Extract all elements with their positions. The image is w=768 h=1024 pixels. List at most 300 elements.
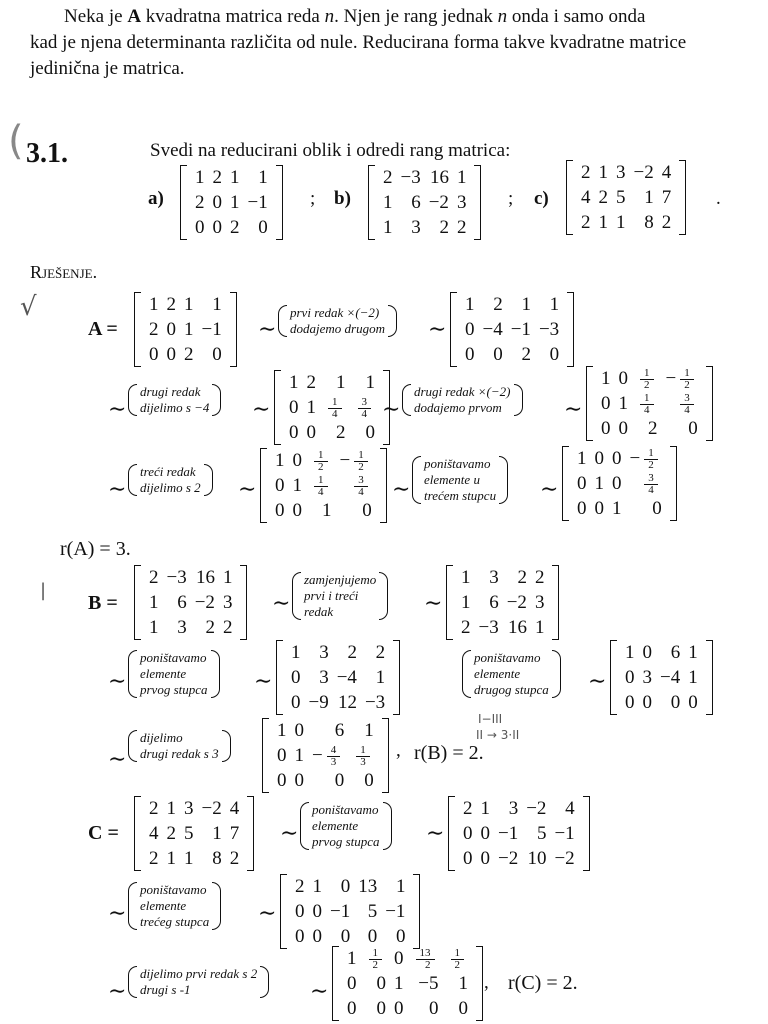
matrix-cell: 0 [277,745,287,766]
right-bracket [679,160,686,235]
op-b4 [128,730,231,762]
right-paren [514,384,523,416]
matrix-cell: 1 [195,167,205,188]
right-bracket [380,448,387,523]
matrix-a [180,165,283,240]
comma: , [396,740,401,761]
matrix-cell: 0 [166,344,176,365]
matrix-cell: 0 [212,344,222,365]
operation-text: drugog stupca [474,682,549,697]
matrix-A [134,292,237,367]
matrix-cell: 3 [642,667,652,688]
matrix-cell: 5 [536,823,547,844]
tilde: ∼ [108,746,127,771]
matrix-cell: 2 [149,798,159,819]
right-bracket [706,640,713,715]
matrix-cell: $\frac{13}{2}$ [408,946,443,971]
check-mark-icon: √ [20,292,37,322]
right-paren [388,305,397,337]
exercise-number: 3.1. [26,138,68,169]
matrix-cell: 6 [489,592,499,613]
matrix-cell: 1 [594,473,604,495]
matrix-cell: 3 [184,798,194,819]
left-bracket [586,366,593,441]
matrix-cell: 0 [149,344,159,365]
matrix-c-s2 [280,874,420,949]
left-paren [292,572,301,620]
matrix-cell: 1 [598,162,608,183]
tilde: ∼ [108,396,127,421]
matrix-cell: −3 [166,567,187,588]
right-paren [212,384,221,416]
matrix-cell: 4 [565,798,575,819]
right-bracket [230,292,237,367]
matrix-cell: 0 [376,998,386,1020]
check-mark-icon: ( [8,118,24,164]
matrix-cell: 0 [195,217,205,238]
operation-text: poništavamo [424,456,491,471]
operation-text: prvi redak ×(−2) [290,305,380,320]
comma: , [484,972,489,993]
matrix-cell: 16 [429,167,449,188]
right-paren [383,802,392,850]
tilde: ∼ [108,900,127,925]
matrix-cell: 2 [149,848,159,869]
sep-2: ; [508,188,514,209]
matrix-cell: 4 [149,823,159,844]
right-bracket [552,565,559,640]
matrix-cell: 0 [625,692,635,713]
matrix-cell: 0 [480,848,490,869]
matrix-cell: 0 [275,475,285,497]
label-b: b) [334,188,351,209]
matrix-cell: 1 [383,217,393,238]
matrix-cell: 1 [222,567,233,588]
left-bracket [450,292,457,367]
operation-text: poništavamo [140,882,207,897]
matrix-cell: 2 [295,876,305,897]
matrix-cell: 16 [195,567,215,588]
left-bracket [562,446,569,521]
matrix-a-s1 [450,292,574,367]
matrix-cell: 1 [375,667,386,688]
matrix-cell: 1 [277,720,287,741]
intro-line-3: jedinična je matrica. [30,58,185,79]
matrix-cell: −1 [247,192,268,213]
matrix-cell: 0 [312,926,322,947]
solution-heading: Rješenje. [30,262,98,282]
matrix-cell: 3 [411,217,421,238]
left-bracket [134,565,141,640]
operation-text: elemente [140,898,187,913]
matrix-cell: 0 [395,926,406,947]
tilde: ∼ [108,978,127,1003]
matrix-cell: 1 [275,450,285,471]
matrix-cell: 0 [295,901,305,922]
matrix-cell: 0 [258,217,268,238]
matrix-cell: 2 [598,187,608,208]
operation-text: trećeg stupca [140,914,210,929]
label-B: B = [88,592,118,614]
operation-text: drugi redak s 3 [140,746,219,761]
matrix-cell: 6 [177,592,187,613]
right-bracket [276,165,283,240]
matrix-cell: 1 [212,294,222,315]
handwritten-note-2: II → 3·II [476,728,520,742]
matrix-cell: −3 [400,167,421,188]
matrix-cell: $\frac{1}{2}$ [361,946,391,971]
matrix-cell: 1 [306,397,316,418]
matrix-cell: 1 [149,592,159,613]
matrix-cell: 0 [291,692,301,713]
right-bracket [382,718,389,793]
matrix-cell: 1 [336,372,346,393]
matrix-cell: 1 [364,720,374,741]
left-bracket [448,796,455,871]
matrix-cell: 1 [258,167,268,188]
label-C: C = [88,822,119,844]
matrix-cell: 7 [661,187,672,208]
matrix-cell: 1 [212,823,222,844]
matrix-cell: 1 [184,848,194,869]
matrix-cell: 3 [489,567,499,588]
matrix-cell: 2 [149,567,159,588]
matrix-cell: − $\frac{1}{2}$ [626,446,666,471]
matrix-cell: 0 [618,418,628,440]
matrix-cell: 0 [394,948,404,969]
matrix-cell: 2 [648,418,658,440]
matrix-b-s1 [446,565,559,640]
right-bracket [476,946,483,1021]
matrix-cell: 16 [507,617,527,638]
matrix-cell: 0 [294,720,304,741]
matrix-cell: − $\frac{1}{2}$ [336,448,376,473]
tilde: ∼ [588,668,607,693]
left-bracket [134,796,141,871]
matrix-cell: 1 [365,372,375,393]
matrix-cell: 0 [212,217,222,238]
matrix-cell: 1 [625,642,635,663]
matrix-cell: 4 [229,798,240,819]
matrix-cell: 1 [166,848,176,869]
tilde: ∼ [424,590,443,615]
matrix-cell: −1 [330,901,351,922]
matrix-cell: 1 [601,368,611,389]
matrix-b-s4 [262,718,389,793]
matrix-cell: 0 [275,500,285,522]
matrix-cell: 2 [229,848,240,869]
matrix-cell: −3 [478,617,499,638]
matrix-cell: 0 [594,448,604,469]
matrix-b [368,165,481,240]
matrix-cell: 0 [364,770,374,792]
matrix-cell: 1 [230,192,240,213]
matrix-cell: 0 [166,319,176,340]
right-bracket [393,640,400,715]
matrix-B [134,565,247,640]
matrix-cell: 1 [149,617,159,638]
matrix-cell: 2 [230,217,240,238]
right-paren [204,464,213,496]
tilde: ∼ [392,476,411,501]
matrix-cell: 1 [644,187,654,208]
left-paren [128,966,137,998]
matrix-C [134,796,254,871]
matrix-cell: 1 [289,372,299,393]
left-bracket [260,448,267,523]
matrix-cell: 2 [463,798,473,819]
left-paren [402,384,411,416]
op-a5 [412,456,508,504]
operation-text: dijelimo prvi redak s 2 [140,966,258,981]
operation-text: drugi s -1 [140,982,191,997]
operation-text: dijelimo s 2 [140,480,201,495]
operation-text: elemente [140,666,187,681]
tilde: ∼ [258,900,277,925]
matrix-cell: −2 [201,798,222,819]
matrix-c-s1 [448,796,590,871]
matrix-cell: −1 [385,901,406,922]
matrix-cell: −2 [194,592,215,613]
matrix-a-s3 [586,366,713,441]
left-paren [128,882,137,930]
left-bracket [274,370,281,445]
matrix-cell: 1 [456,167,467,188]
right-bracket [247,796,254,871]
left-bracket [446,565,453,640]
matrix-cell: 2 [306,372,316,393]
left-paren [462,650,471,698]
matrix-cell: 0 [367,926,378,947]
tilde: ∼ [280,820,299,845]
matrix-cell: 0 [292,450,302,471]
operation-text: poništavamo [474,650,541,665]
matrix-cell: 0 [618,368,628,389]
matrix-cell: 0 [347,973,357,995]
matrix-cell: 1 [612,498,622,520]
matrix-cell: −2 [554,848,575,869]
matrix-cell: 0 [292,500,302,522]
left-bracket [180,165,187,240]
matrix-cell: 2 [347,642,357,663]
matrix-cell: 0 [601,393,611,415]
matrix-cell: 0 [289,397,299,418]
left-bracket [134,292,141,367]
matrix-a-s4 [260,448,387,523]
matrix-cell: 6 [670,642,681,663]
operation-text: trećem stupcu [424,488,497,503]
matrix-cell: 5 [616,187,626,208]
matrix-cell: 0 [577,498,587,520]
right-paren [211,650,220,698]
matrix-cell: 2 [493,294,503,315]
matrix-cell: 1 [166,798,176,819]
right-paren [260,966,269,998]
matrix-cell: 2 [456,217,467,238]
label-A: A = [88,318,118,340]
right-paren [379,572,388,620]
matrix-cell: −1 [498,823,519,844]
operation-text: prvog stupca [312,834,380,849]
matrix-cell: $\frac{1}{2}$ [632,366,662,391]
matrix-cell: 2 [205,617,215,638]
matrix-cell: 10 [527,848,547,869]
left-bracket [280,874,287,949]
rank-A: r(A) = 3. [60,538,131,560]
matrix-cell: 1 [688,642,698,663]
matrix-cell: − $\frac{1}{2}$ [662,366,702,391]
op-b3 [462,650,561,698]
matrix-cell: 3 [222,592,233,613]
matrix-cell: 2 [517,567,527,588]
matrix-b-s3 [610,640,713,715]
matrix-cell: 2 [184,344,194,365]
matrix-cell: 0 [291,667,301,688]
operation-text: dodajemo prvom [414,400,502,415]
matrix-cell: 1 [688,667,698,688]
matrix-cell: 12 [337,692,357,713]
rank-B: r(B) = 2. [414,742,484,764]
matrix-cell: 1 [549,294,560,315]
op-a2 [128,384,221,416]
tilde: ∼ [540,476,559,501]
right-bracket [567,292,574,367]
matrix-cell: 1 [294,745,304,766]
matrix-cell: 0 [458,998,468,1020]
matrix-cell: $\frac{1}{4}$ [632,391,662,416]
matrix-cell: 0 [577,473,587,495]
left-bracket [368,165,375,240]
matrix-cell: 3 [616,162,626,183]
tilde: ∼ [108,476,127,501]
matrix-cell: $\frac{3}{4}$ [626,471,666,496]
operation-text: elemente [474,666,521,681]
matrix-cell: −2 [506,592,527,613]
matrix-cell: 6 [411,192,421,213]
matrix-cell: 3 [534,592,545,613]
left-paren [128,730,137,762]
matrix-cell: 6 [334,720,345,741]
matrix-cell: 0 [688,692,698,713]
matrix-cell: 3 [177,617,187,638]
matrix-cell: −1 [554,823,575,844]
matrix-cell: 2 [439,217,449,238]
operation-text: dijelimo [140,730,183,745]
tilde: ∼ [258,316,277,341]
matrix-cell: 2 [521,344,531,365]
matrix-cell: −1 [201,319,222,340]
matrix-cell: 0 [277,770,287,792]
matrix-cell: 0 [340,876,351,897]
matrix-cell: −4 [482,319,503,340]
matrix-cell: 0 [347,998,357,1020]
operation-text: treći redak [140,464,196,479]
matrix-cell: 0 [212,192,222,213]
matrix-cell: 2 [383,167,393,188]
tilde: ∼ [254,668,273,693]
tilde: ∼ [238,476,257,501]
matrix-cell: $\frac{3}{4}$ [336,473,376,498]
op-b2 [128,650,220,698]
intro-line-2: kad je njena determinanta različita od nule. Reducirana forma takve kvadratne matrice [30,32,687,53]
tilde: ∼ [272,590,291,615]
matrix-cell: 0 [463,823,473,844]
matrix-cell: 5 [184,823,194,844]
matrix-cell: 2 [661,212,672,233]
matrix-cell: 2 [534,567,545,588]
matrix-cell: 2 [166,823,176,844]
right-bracket [413,874,420,949]
matrix-cell: 3 [456,192,467,213]
right-paren [499,456,508,504]
right-bracket [706,366,713,441]
matrix-cell: −4 [660,667,681,688]
matrix-cell: 2 [195,192,205,213]
right-bracket [240,565,247,640]
tilde: ∼ [108,668,127,693]
matrix-cell: $\frac{1}{2}$ [306,448,336,473]
matrix-cell: 1 [458,973,468,995]
op-a3 [402,384,523,416]
right-paren [212,882,221,930]
matrix-cell: 0 [340,926,351,947]
matrix-cell: 0 [601,418,611,440]
matrix-cell: −9 [308,692,329,713]
matrix-cell: 1 [577,448,587,469]
matrix-cell: 2 [581,212,591,233]
tilde: ∼ [310,978,329,1003]
matrix-cell: 0 [465,319,475,340]
matrix-cell: 0 [688,418,698,440]
matrix-cell: 1 [616,212,626,233]
matrix-cell: 3 [319,667,329,688]
rank-C: r(C) = 2. [508,972,578,994]
right-bracket [583,796,590,871]
matrix-cell: 1 [618,393,628,415]
matrix-cell: 2 [375,642,386,663]
left-bracket [566,160,573,235]
matrix-cell: 0 [295,926,305,947]
matrix-cell: 1 [461,567,471,588]
op-b1 [292,572,388,620]
matrix-b-s2 [276,640,400,715]
matrix-cell: −3 [538,319,560,340]
matrix-cell: 3 [319,642,329,663]
matrix-cell: 0 [463,848,473,869]
matrix-cell: 0 [480,823,490,844]
matrix-cell: 1 [184,294,194,315]
matrix-cell: 1 [394,973,404,995]
operation-text: drugi redak ×(−2) [414,384,511,399]
right-paren [222,730,231,762]
matrix-cell: 1 [230,167,240,188]
matrix-cell: 2 [581,162,591,183]
operation-text: dijelimo s −4 [140,400,210,415]
matrix-cell: 0 [612,448,622,469]
matrix-cell: 0 [362,500,372,522]
matrix-cell: −2 [633,162,654,183]
matrix-a-s5 [562,446,677,521]
matrix-cell: $\frac{1}{2}$ [443,946,473,971]
matrix-cell: 0 [312,901,322,922]
matrix-cell: 2 [336,422,346,444]
matrix-cell: 1 [395,876,406,897]
left-paren [412,456,421,504]
label-c: c) [534,188,549,209]
matrix-cell: 0 [612,473,622,495]
matrix-cell: 4 [661,162,672,183]
matrix-cell: 13 [358,876,378,897]
